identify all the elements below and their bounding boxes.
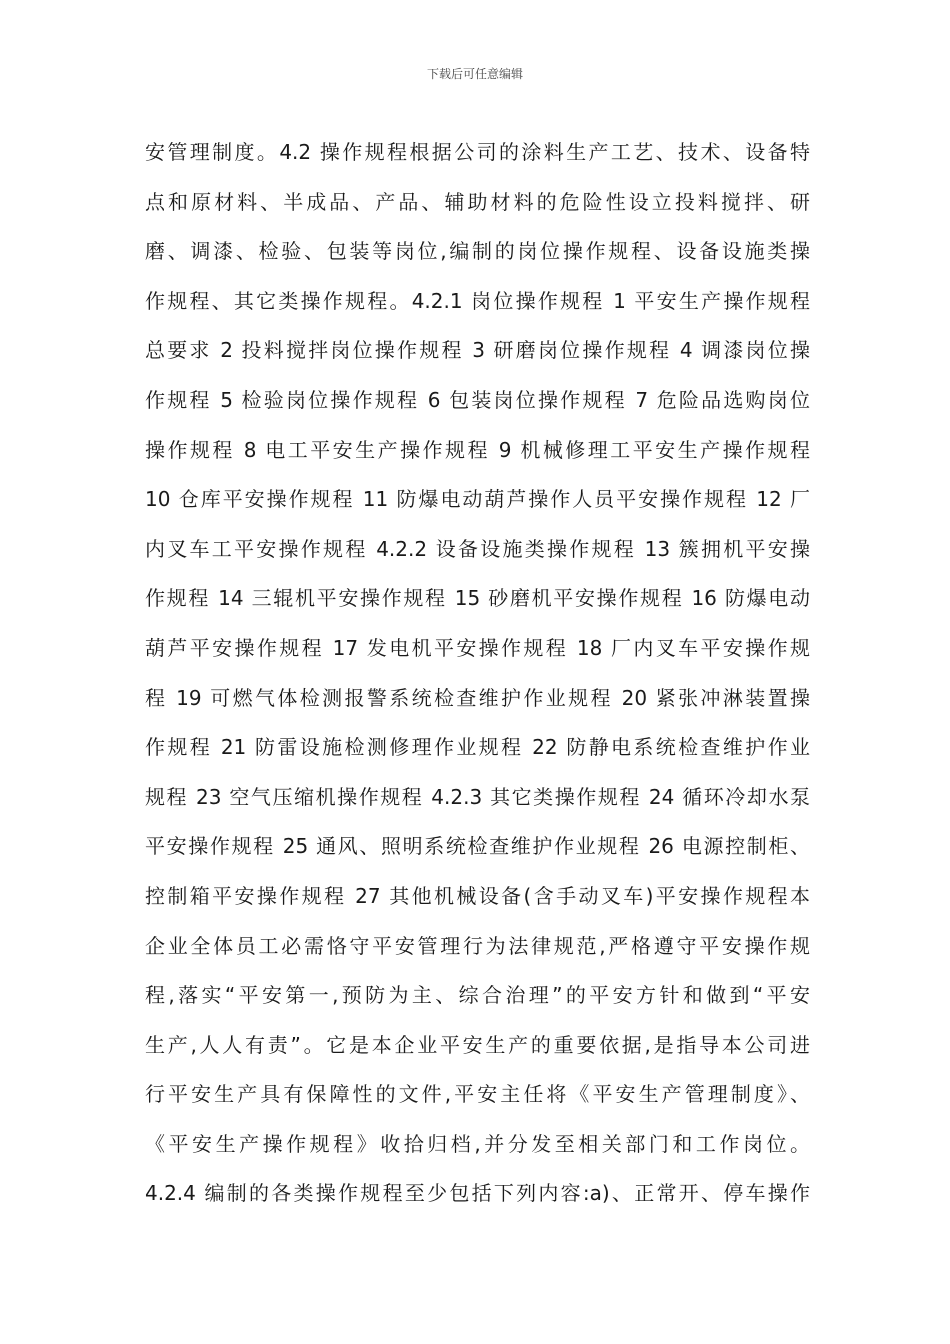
text-line-20: 行平安生产具有保障性的文件,平安主任将《平安生产管理制度》、 — [145, 1082, 810, 1107]
text-line-13: 作规程 21 防雷设施检测修理作业规程 22 防静电系统检查维护作业 — [145, 735, 810, 760]
text-line-21: 《平安生产操作规程》收拾归档,并分发至相关部门和工作岗位。 — [145, 1131, 810, 1156]
text-line-2: 点和原材料、半成品、产品、辅助材料的危险性设立投料搅拌、研 — [145, 189, 810, 214]
body-text — [145, 128, 810, 1219]
text-line-15: 平安操作规程 25 通风、照明系统检查维护作业规程 26 电源控制柜、 — [145, 834, 810, 859]
text-line-18: 程,落实“平安第一,预防为主、综合治理”的平安方针和做到“平安 — [145, 983, 810, 1008]
text-line-19: 生产,人人有责”。它是本企业平安生产的重要依据,是指导本公司进 — [145, 1032, 810, 1057]
page-header: 下载后可任意编辑 — [426, 67, 523, 81]
text-line-22: 4.2.4 编制的各类操作规程至少包括下列内容:a)、正常开、停车操作 — [145, 1181, 810, 1206]
text-line-16: 控制箱平安操作规程 27 其他机械设备(含手动叉车)平安操作规程本 — [145, 883, 810, 908]
text-line-12: 程 19 可燃气体检测报警系统检查维护作业规程 20 紧张冲淋装置操 — [145, 685, 810, 710]
text-line-14: 规程 23 空气压缩机操作规程 4.2.3 其它类操作规程 24 循环冷却水泵 — [145, 784, 810, 809]
text-line-4: 作规程、其它类操作规程。4.2.1 岗位操作规程 1 平安生产操作规程 — [145, 288, 810, 313]
text-line-3: 磨、调漆、检验、包装等岗位,编制的岗位操作规程、设备设施类操 — [145, 239, 810, 264]
text-line-8: 10 仓库平安操作规程 11 防爆电动葫芦操作人员平安操作规程 12 厂 — [145, 487, 810, 512]
text-line-6: 作规程 5 检验岗位操作规程 6 包装岗位操作规程 7 危险品选购岗位 — [145, 387, 810, 412]
text-line-9: 内叉车工平安操作规程 4.2.2 设备设施类操作规程 13 簇拥机平安操 — [145, 536, 810, 561]
text-line-11: 葫芦平安操作规程 17 发电机平安操作规程 18 厂内叉车平安操作规 — [145, 635, 810, 660]
text-line-5: 总要求 2 投料搅拌岗位操作规程 3 研磨岗位操作规程 4 调漆岗位操 — [145, 338, 810, 363]
text-line-7: 操作规程 8 电工平安生产操作规程 9 机械修理工平安生产操作规程 — [145, 437, 810, 462]
text-line-10: 作规程 14 三辊机平安操作规程 15 砂磨机平安操作规程 16 防爆电动 — [145, 586, 810, 611]
text-line-17: 企业全体员工必需恪守平安管理行为法律规范,严格遵守平安操作规 — [145, 933, 810, 958]
text-line-1: 安管理制度。4.2 操作规程根据公司的涂料生产工艺、技术、设备特 — [145, 140, 810, 164]
